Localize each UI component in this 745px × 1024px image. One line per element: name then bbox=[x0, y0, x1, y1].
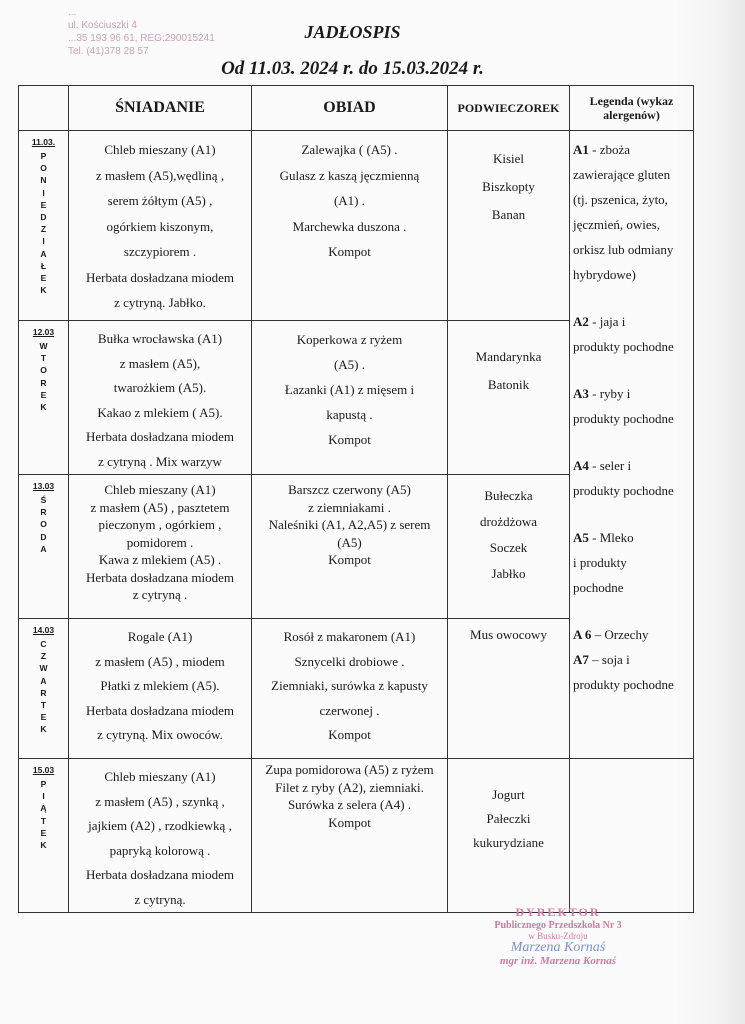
director-city: w Busku-Zdroju bbox=[528, 931, 588, 941]
legend-header-line: Legenda (wykaz bbox=[589, 94, 674, 108]
breakfast-cell: Rogale (A1) z masłem (A5) , miodem Płatki z mlekiem (A5). Herbata dosładzana miodem z cytryną. Mix owoców. bbox=[69, 619, 252, 759]
day-label bbox=[19, 321, 69, 475]
lunch-header: OBIAD bbox=[252, 86, 448, 131]
legend-item-a4: A4 - seler i produkty pochodne bbox=[573, 458, 674, 498]
day-name-vertical: Ś R O D A bbox=[40, 495, 47, 554]
snack-cell: Mandarynka Batonik bbox=[448, 321, 570, 475]
lunch-cell: Rosół z makaronem (A1) Sznycelki drobiowe . Ziemniaki, surówka z kapusty czerwonej . Kompot bbox=[252, 619, 448, 759]
day-header bbox=[19, 86, 69, 131]
stamp-line: ... bbox=[68, 7, 77, 18]
breakfast-cell: Bułka wrocławska (A1) z masłem (A5), twarożkiem (A5). Kakao z mlekiem ( A5). Herbata dosładzana miodem z cytryną . Mix warzyw bbox=[69, 321, 252, 475]
day-label bbox=[19, 619, 69, 759]
day-date: 13.03 bbox=[32, 481, 55, 491]
lunch-cell: Zupa pomidorowa (A5) z ryżem Filet z ryby (A2), ziemniaki. Surówka z selera (A4) . Kompot bbox=[252, 759, 448, 913]
lunch-cell: Zalewajka ( (A5) . Gulasz z kaszą jęczmienną (A1) . Marchewka duszona . Kompot bbox=[252, 131, 448, 321]
legend-header bbox=[570, 86, 694, 131]
legend-item-a2: A2 - jaja i produkty pochodne bbox=[573, 314, 674, 354]
day-row bbox=[19, 759, 694, 913]
menu-period: Od 11.03. 2024 r. do 15.03.2024 r. bbox=[221, 58, 484, 79]
day-row bbox=[19, 131, 694, 321]
lunch-cell: Barszcz czerwony (A5) z ziemniakami . Naleśniki (A1, A2,A5) z serem (A5) Kompot bbox=[252, 475, 448, 619]
day-name-vertical: P O N I E D Z I A Ł E K bbox=[40, 151, 47, 296]
stamp-line: ...35 193 96 61, REG:290015241 bbox=[68, 33, 215, 44]
legend-header-line: alergenów) bbox=[603, 108, 660, 122]
breakfast-cell: Chleb mieszany (A1) z masłem (A5) , pasztetem pieczonym , ogórkiem , pomidorem . Kawa z mlekiem (A5) . Herbata dosładzana miodem z cytryną . bbox=[69, 475, 252, 619]
director-institution: Publicznego Przedszkola Nr 3 bbox=[494, 920, 622, 931]
breakfast-cell: Chleb mieszany (A1) z masłem (A5) , szynką , jajkiem (A2) , rzodkiewką , papryką kolorową . Herbata dosładzana miodem z cytryną. bbox=[69, 759, 252, 913]
day-name-vertical: C Z W A R T E K bbox=[39, 639, 48, 735]
header-row bbox=[19, 86, 694, 131]
snack-cell: Bułeczka drożdżowa Soczek Jabłko bbox=[448, 475, 570, 619]
day-label bbox=[19, 475, 69, 619]
breakfast-header: ŚNIADANIE bbox=[69, 86, 252, 131]
breakfast-cell: Chleb mieszany (A1) z masłem (A5),wędliną , serem żółtym (A5) , ogórkiem kiszonym, szczypiorem . Herbata dosładzana miodem z cytryną. Jabłko. bbox=[69, 131, 252, 321]
day-date: 11.03. bbox=[31, 137, 56, 147]
lunch-cell: Koperkowa z ryżem (A5) . Łazanki (A1) z mięsem i kapustą . Kompot bbox=[252, 321, 448, 475]
snack-cell: Kisiel Biszkopty Banan bbox=[448, 131, 570, 321]
legend-item-a7: A7 – soja i produkty pochodne bbox=[573, 652, 674, 692]
menu-table bbox=[18, 85, 694, 913]
stamp-line: ul. Kościuszki 4 bbox=[68, 20, 137, 31]
legend-item-a3: A3 - ryby i produkty pochodne bbox=[573, 386, 674, 426]
legend-item-a1: A1 - zboża zawierające gluten (tj. pszenica, żyto, jęczmień, owies, orkisz lub odmiany hybrydowe) bbox=[573, 142, 674, 282]
snack-cell: Jogurt Pałeczki kukurydziane bbox=[448, 759, 570, 913]
legend-item-a6: A 6 – Orzechy bbox=[573, 627, 649, 642]
day-label bbox=[19, 131, 69, 321]
allergen-legend bbox=[570, 131, 694, 759]
day-name-vertical: W T O R E K bbox=[39, 341, 48, 413]
director-title: DYREKTOR bbox=[515, 905, 601, 919]
day-label bbox=[19, 759, 69, 913]
day-date: 14.03 bbox=[32, 625, 55, 635]
handwritten-signature: Marzena Kornaś bbox=[510, 940, 606, 955]
snack-header: PODWIECZOREK bbox=[448, 86, 570, 131]
director-stamp bbox=[478, 905, 638, 967]
day-date: 12.03 bbox=[32, 327, 55, 337]
day-date: 15.03 bbox=[32, 765, 55, 775]
director-name: mgr inż. Marzena Kornaś bbox=[499, 955, 617, 967]
legend-item-a5: A5 - Mleko i produkty pochodne bbox=[573, 530, 634, 595]
day-name-vertical: P I Ą T E K bbox=[40, 779, 47, 851]
stamp-line: Tel. (41)378 28 57 bbox=[68, 46, 149, 57]
legend-empty-cell bbox=[570, 759, 694, 913]
document-title: JADŁOSPIS bbox=[304, 22, 401, 42]
snack-cell: Mus owocowy bbox=[448, 619, 570, 759]
